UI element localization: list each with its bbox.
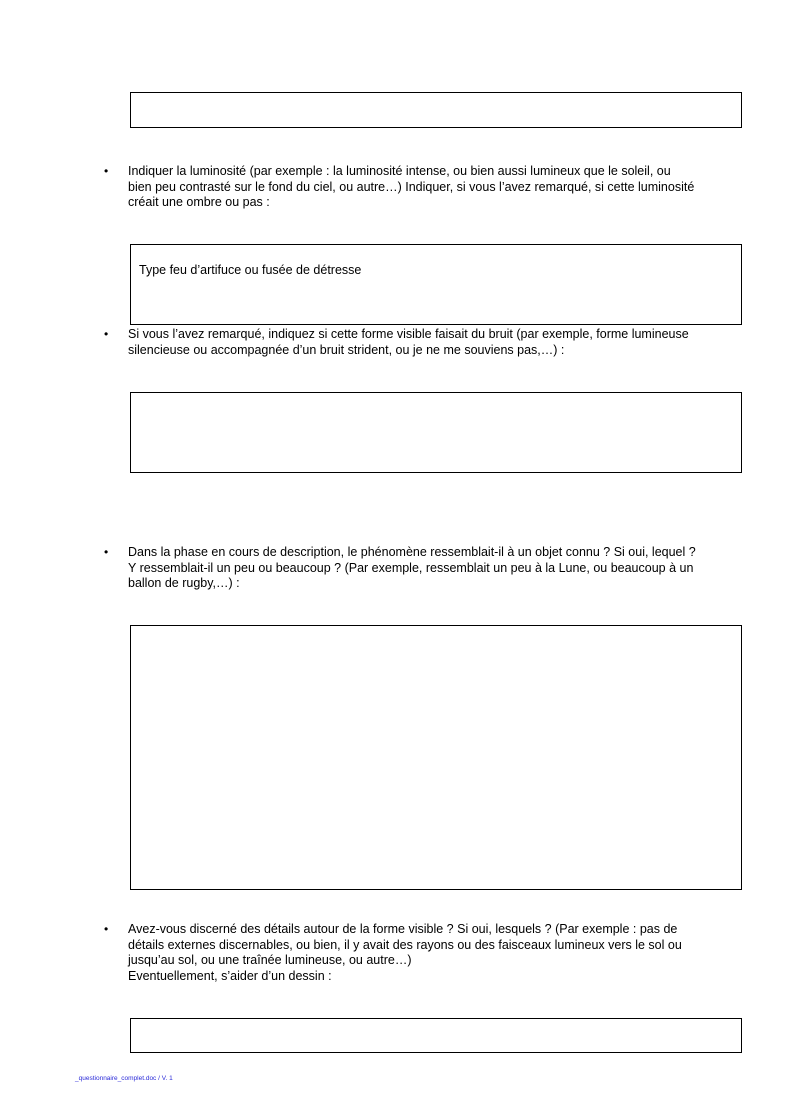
bullet-icon: •	[104, 327, 109, 341]
question-resemblance	[128, 545, 748, 592]
answer-box-resemblance[interactable]	[130, 625, 742, 890]
question-line: Indiquer la luminosité (par exemple : la luminosité intense, ou bien aussi lumineux que le soleil, ou	[128, 164, 671, 178]
answer-box-details[interactable]	[130, 1018, 742, 1053]
question-line: bien peu contrasté sur le fond du ciel, ou autre…) Indiquer, si vous l’avez remarqué, si cette luminosité	[128, 179, 695, 194]
question-line: Eventuellement, s’aider d’un dessin :	[128, 968, 332, 983]
question-line: Avez-vous discerné des détails autour de la forme visible ? Si oui, lesquels ? (Par exemple : pas de	[128, 922, 678, 936]
question-line: jusqu’au sol, ou une traînée lumineuse, ou autre…)	[128, 953, 412, 967]
document-footer: _questionnaire_complet.doc / V. 1	[75, 1075, 173, 1082]
answer-text-luminosity: Type feu d’artifuce ou fusée de détresse	[139, 263, 362, 277]
bullet-icon: •	[104, 545, 109, 559]
question-line: Dans la phase en cours de description, le phénomène ressemblait-il à un objet connu ? Si oui, lequel ?	[128, 545, 696, 559]
answer-box-sound[interactable]	[130, 392, 742, 473]
question-line: Y ressemblait-il un peu ou beaucoup ? (Par exemple, ressemblait un peu à la Lune, ou beaucoup à un	[128, 560, 694, 575]
bullet-icon: •	[104, 164, 109, 178]
question-line: Si vous l’avez remarqué, indiquez si cette forme visible faisait du bruit (par exemple, forme lumineuse	[128, 327, 689, 341]
answer-box-luminosity[interactable]	[130, 244, 742, 325]
answer-box-previous[interactable]	[130, 92, 742, 128]
question-luminosity	[128, 164, 748, 211]
question-line: ballon de rugby,…) :	[128, 576, 240, 590]
question-line: silencieuse ou accompagnée d’un bruit strident, ou je ne me souviens pas,…) :	[128, 342, 565, 357]
question-sound	[128, 327, 748, 358]
bullet-icon: •	[104, 922, 109, 936]
question-line: détails externes discernables, ou bien, il y avait des rayons ou des faisceaux lumineux vers le sol ou	[128, 937, 682, 952]
question-details	[128, 922, 748, 984]
question-line: créait une ombre ou pas :	[128, 195, 270, 209]
